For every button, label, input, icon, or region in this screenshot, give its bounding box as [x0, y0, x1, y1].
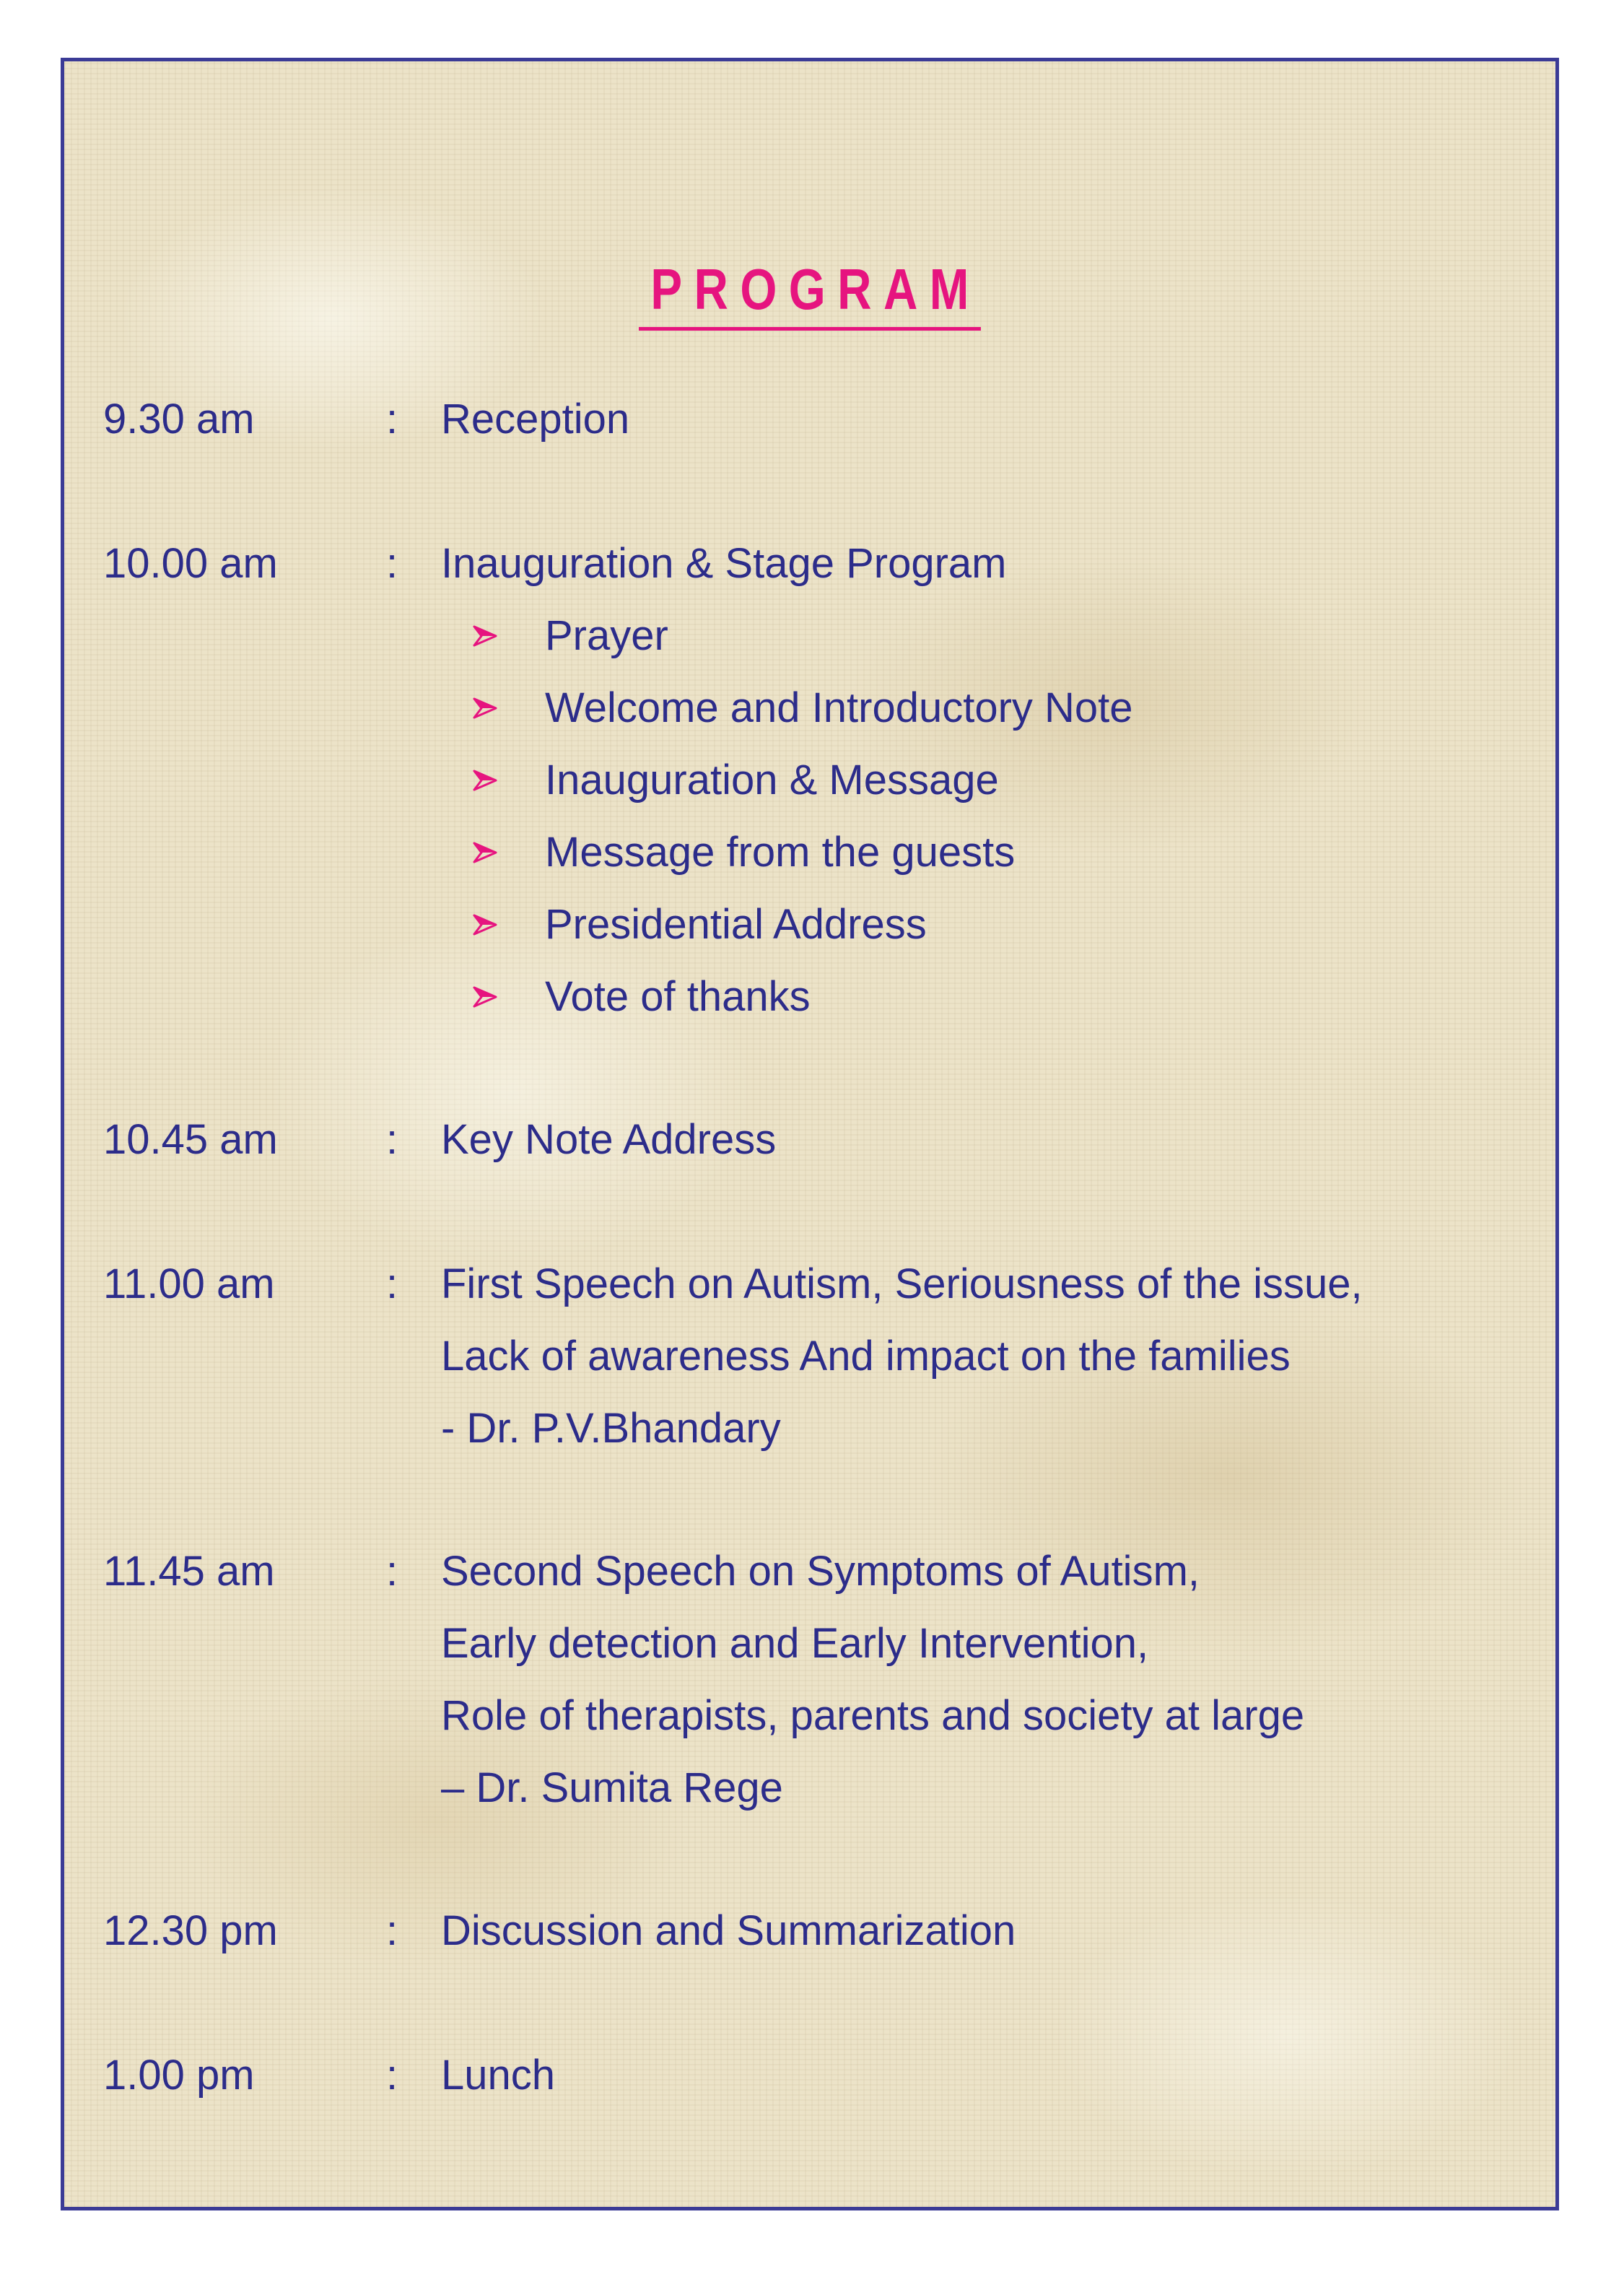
arrowhead-bullet-icon [473, 770, 497, 791]
sub-item-text: Welcome and Introductory Note [545, 684, 1133, 731]
sub-item-text: Presidential Address [545, 901, 927, 948]
schedule-event: First Speech on Autism, Seriousness of the issue, [441, 1260, 1363, 1307]
sub-item-text: Message from the guests [545, 829, 1016, 876]
schedule-time: 11.45 am [103, 1548, 275, 1595]
schedule-separator: : [386, 1116, 398, 1163]
arrowhead-bullet-icon [473, 914, 497, 936]
sub-item-prayer [441, 600, 1538, 672]
sub-item-guests-message [441, 816, 1538, 889]
sub-item-text: Prayer [545, 612, 668, 659]
schedule-event-detail: Early detection and Early Intervention, [441, 1620, 1149, 1667]
schedule-separator: : [386, 1548, 398, 1595]
sub-item-text: Inauguration & Message [545, 757, 999, 803]
schedule-time: 10.45 am [103, 1116, 278, 1163]
arrowhead-bullet-icon [473, 697, 497, 719]
schedule-event: Reception [441, 396, 630, 443]
schedule-event: Discussion and Summarization [441, 1907, 1016, 1954]
schedule-time: 9.30 am [103, 396, 255, 443]
sub-item-vote-of-thanks [441, 961, 1538, 1033]
schedule-separator: : [386, 1907, 398, 1954]
sub-item-presidential-address [441, 889, 1538, 961]
schedule-event: Second Speech on Symptoms of Autism, [441, 1548, 1200, 1595]
schedule-separator: : [386, 2052, 398, 2099]
schedule-content [441, 2039, 1538, 2112]
schedule-speaker: - Dr. P.V.Bhandary [441, 1405, 781, 1452]
schedule-content [441, 1104, 1538, 1176]
sub-item-text: Vote of thanks [545, 973, 811, 1020]
schedule-time: 11.00 am [103, 1260, 275, 1307]
schedule-content [441, 383, 1538, 456]
schedule-event: Lunch [441, 2052, 556, 2099]
schedule-separator: : [386, 396, 398, 443]
program-title-text: PROGRAM [639, 256, 981, 331]
program-card [61, 58, 1559, 2210]
schedule-separator: : [386, 540, 398, 587]
arrowhead-bullet-icon [473, 842, 497, 863]
schedule-time: 10.00 am [103, 540, 278, 587]
sub-item-welcome [441, 672, 1538, 744]
schedule-event: Inauguration & Stage Program [441, 540, 1007, 587]
schedule-separator: : [386, 1260, 398, 1307]
schedule-event-detail: Role of therapists, parents and society at large [441, 1692, 1305, 1739]
schedule-content [441, 1895, 1538, 1967]
sub-item-inauguration-message [441, 744, 1538, 816]
schedule-content [441, 1248, 1538, 1465]
schedule-time: 1.00 pm [103, 2052, 255, 2099]
arrowhead-bullet-icon [473, 625, 497, 647]
program-title [64, 256, 1555, 331]
schedule-time: 12.30 pm [103, 1907, 278, 1954]
schedule-event: Key Note Address [441, 1116, 777, 1163]
schedule-event-detail: Lack of awareness And impact on the families [441, 1333, 1291, 1380]
schedule-content [441, 528, 1538, 1033]
schedule-speaker: – Dr. Sumita Rege [441, 1764, 783, 1811]
schedule-content [441, 1535, 1538, 1824]
arrowhead-bullet-icon [473, 986, 497, 1008]
